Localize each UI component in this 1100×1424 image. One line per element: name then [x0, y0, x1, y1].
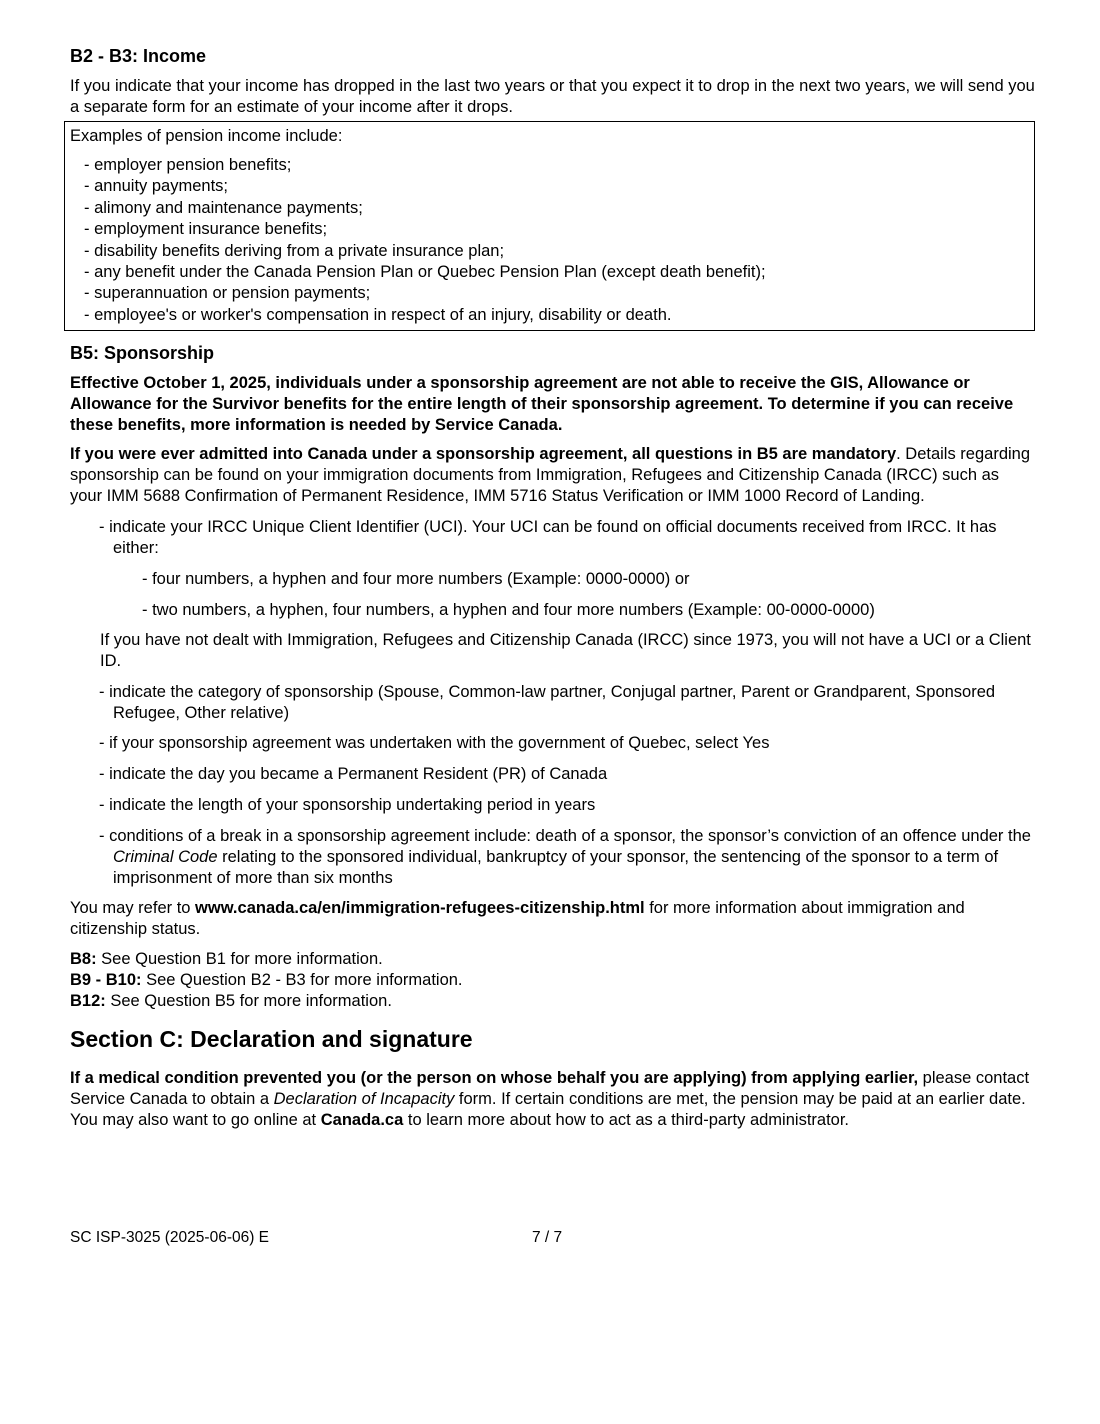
b5-mandatory-rest: . Details regarding sponsorship can be found on your immigration documents from Immigration, Refugees and Citizenship Canada (IRCC) such as your IMM 5688 Confirmation of Permanent Residence, IMM 5716 Status Verification or IMM 1000 Record of Landing. — [70, 445, 1031, 506]
canada-ca-link[interactable]: Canada.ca — [320, 1111, 404, 1130]
list-item: - superannuation or pension payments; — [84, 284, 371, 303]
b5-mandatory — [70, 444, 1035, 507]
list-item: - annuity payments; — [84, 177, 229, 196]
b5-break: - conditions of a break in a sponsorship agreement include: death of a sponsor, the sponsor’s conviction of an offence under the Criminal Code relating to the sponsored individual, bankruptcy of your sponsor, the sentencing of the sponsor to a term of imprisonment of more than six months — [99, 827, 1031, 888]
pension-income-box — [64, 121, 1035, 331]
list-item: - alimony and maintenance payments; — [84, 198, 363, 217]
b2-b3-heading: B2 - B3: Income — [70, 46, 207, 66]
b5-uci-format-b: - two numbers, a hyphen, four numbers, a hyphen and four more numbers (Example: 00-0000-0000) — [142, 601, 875, 620]
question-references — [70, 949, 1035, 1012]
page-content — [70, 44, 1035, 1131]
declaration-of-incapacity-italic: Declaration of Incapacity — [273, 1090, 455, 1109]
list-item: - any benefit under the Canada Pension Plan or Quebec Pension Plan (except death benefit); — [84, 263, 766, 282]
ref-b12: B12: See Question B5 for more information. — [70, 992, 392, 1011]
ircc-link[interactable]: www.canada.ca/en/immigration-refugees-citizenship.html — [195, 899, 645, 918]
list-item: - employer pension benefits; — [84, 156, 292, 174]
pension-box-title: Examples of pension income include: — [70, 127, 343, 145]
section-c-heading: Section C: Declaration and signature — [70, 1026, 473, 1053]
b5-uci: - indicate your IRCC Unique Client Identifier (UCI). Your UCI can be found on official documents received from IRCC. It has either: — [99, 518, 997, 558]
b5-pr-day: - indicate the day you became a Permanent Resident (PR) of Canada — [99, 765, 608, 784]
b5-mandatory-bold: If you were ever admitted into Canada under a sponsorship agreement, all questions in B5 are mandatory — [70, 445, 897, 464]
page-number: 7 / 7 — [532, 1229, 563, 1246]
b2-b3-intro: If you indicate that your income has dropped in the last two years or that you expect it to drop in the next two years, we will send you a separate form for an estimate of your income after it drops. — [70, 77, 1035, 116]
page-footer — [70, 1227, 670, 1248]
form-id: SC ISP-3025 (2025-06-06) E — [70, 1229, 270, 1246]
criminal-code-italic: Criminal Code — [113, 848, 218, 867]
list-item: - employment insurance benefits; — [84, 220, 328, 239]
ref-b8: B8: See Question B1 for more information. — [70, 950, 383, 969]
b5-heading: B5: Sponsorship — [70, 343, 215, 364]
pension-income-list — [70, 155, 1026, 326]
b5-length: - indicate the length of your sponsorship undertaking period in years — [99, 796, 596, 815]
b5-no-uci: If you have not dealt with Immigration, Refugees and Citizenship Canada (IRCC) since 1973, you will not have a UCI or a Client ID. — [100, 631, 1031, 671]
section-c-text: If a medical condition prevented you (or the person on whose behalf you are applying) from applying earlier, please contact Service Canada to obtain a Declaration of Incapacity form. If certain conditions are met, the pension may be paid at an earlier date. You may also want to go online at Canada.ca to learn more about how to act as a third-party administrator. — [70, 1069, 1030, 1130]
ref-b9-b10: B9 - B10: See Question B2 - B3 for more information. — [70, 971, 463, 990]
list-item: - disability benefits deriving from a private insurance plan; — [84, 241, 505, 260]
b5-refer: You may refer to www.canada.ca/en/immigration-refugees-citizenship.html for more information about immigration and citizenship status. — [70, 899, 965, 939]
b5-notice: Effective October 1, 2025, individuals under a sponsorship agreement are not able to receive the GIS, Allowance or Allowance for the Survivor benefits for the entire length of their sponsorship agreement. To determine if you can receive these benefits, more information is needed by Service Canada. — [70, 374, 1014, 435]
b5-quebec: - if your sponsorship agreement was undertaken with the government of Quebec, select Yes — [99, 734, 770, 753]
list-item: - employee's or worker's compensation in respect of an injury, disability or death. — [84, 305, 672, 324]
b5-category: - indicate the category of sponsorship (Spouse, Common-law partner, Conjugal partner, Parent or Grandparent, Sponsored Refugee, Other relative) — [99, 683, 996, 723]
b5-uci-format-a: - four numbers, a hyphen and four more numbers (Example: 0000-0000) or — [142, 570, 690, 589]
